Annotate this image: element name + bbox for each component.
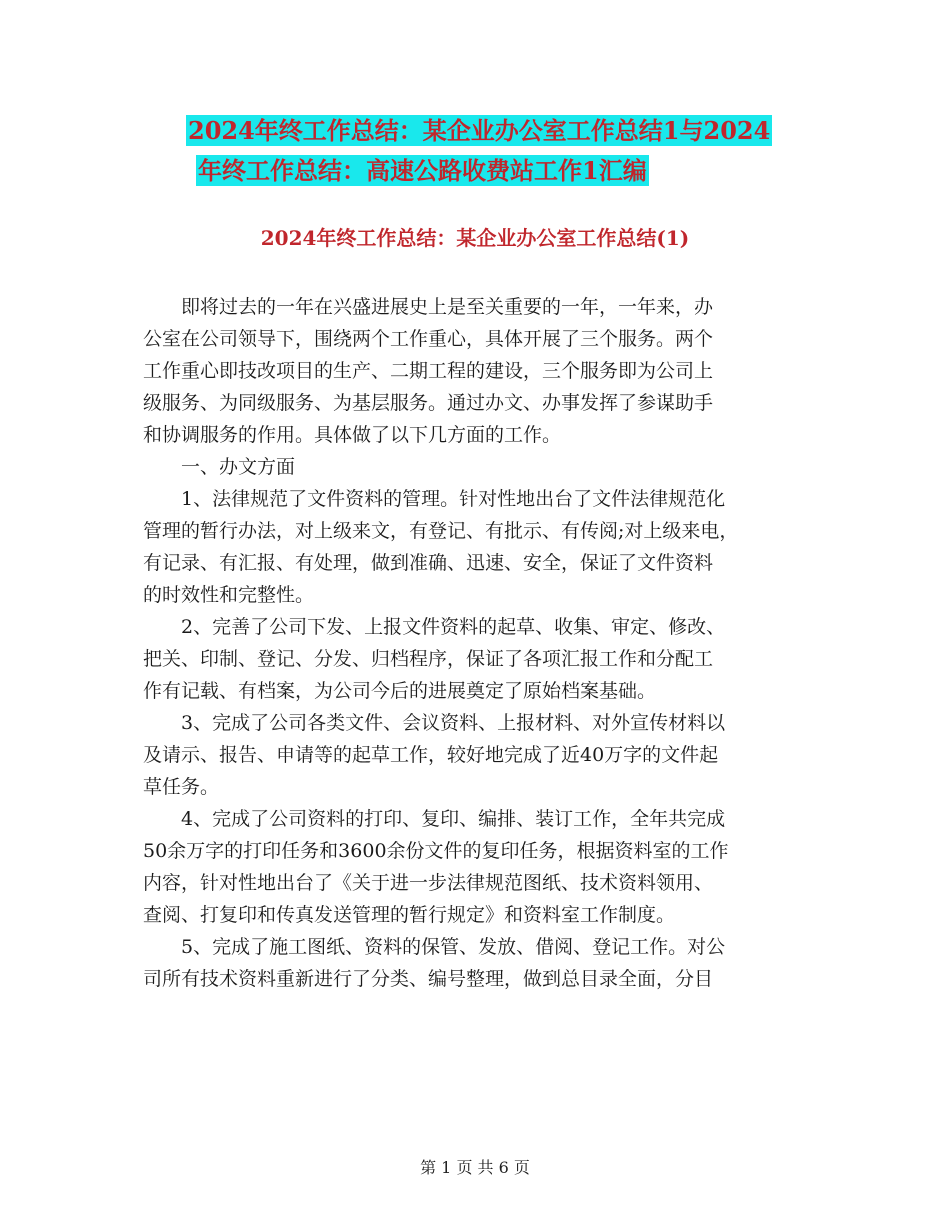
body-line: 5、完成了施工图纸、资料的保管、发放、借阅、登记工作。对公 [143,936,726,958]
page-footer: 第 1 页 共 6 页 [420,1158,530,1177]
body-line: 作有记载、有档案，为公司今后的进展奠定了原始档案基础。 [143,680,657,702]
document-title-line-2: 年终工作总结：高速公路收费站工作1汇编 [198,156,647,185]
body-line: 1、法律规范了文件资料的管理。针对性地出台了文件法律规范化 [143,488,726,510]
body-line: 工作重心即技改项目的生产、二期工程的建设，三个服务即为公司上 [143,360,714,382]
body-line: 草任务。 [143,776,220,798]
body-line: 3、完成了公司各类文件、会议资料、上报材料、对外宣传材料以 [143,712,726,734]
body-line: 查阅、打复印和传真发送管理的暂行规定》和资料室工作制度。 [143,904,676,926]
body-line: 的时效性和完整性。 [143,584,315,606]
body-line: 内容，针对性地出台了《关于进一步法律规范图纸、技术资料领用、 [143,872,714,894]
body-line: 50余万字的打印任务和3600余份文件的复印任务，根据资料室的工作 [143,840,729,862]
body-line: 司所有技术资料重新进行了分类、编号整理，做到总目录全面，分目 [143,968,714,990]
body-line: 公室在公司领导下，围绕两个工作重心，具体开展了三个服务。两个 [143,328,714,350]
section-heading: 一、办文方面 [143,456,296,478]
body-line: 及请示、报告、申请等的起草工作，较好地完成了近40万字的文件起 [143,744,719,766]
body-line: 级服务、为同级服务、为基层服务。通过办文、办事发挥了参谋助手 [143,392,714,414]
section-subtitle: 2024年终工作总结：某企业办公室工作总结(1) [260,226,690,250]
document-title-line-1: 2024年终工作总结：某企业办公室工作总结1与2024 [188,116,771,145]
body-line: 把关、印制、登记、分发、归档程序，保证了各项汇报工作和分配工 [143,648,714,670]
body-line: 2、完善了公司下发、上报文件资料的起草、收集、审定、修改、 [143,616,726,638]
body-line: 和协调服务的作用。具体做了以下几方面的工作。 [143,424,562,446]
body-line: 4、完成了公司资料的打印、复印、编排、装订工作，全年共完成 [143,808,726,830]
body-line: 有记录、有汇报、有处理，做到准确、迅速、安全，保证了文件资料 [143,552,714,574]
body-line: 管理的暂行办法，对上级来文，有登记、有批示、有传阅;对上级来电， [143,520,739,542]
body-line: 即将过去的一年在兴盛进展史上是至关重要的一年，一年来，办 [143,296,714,318]
